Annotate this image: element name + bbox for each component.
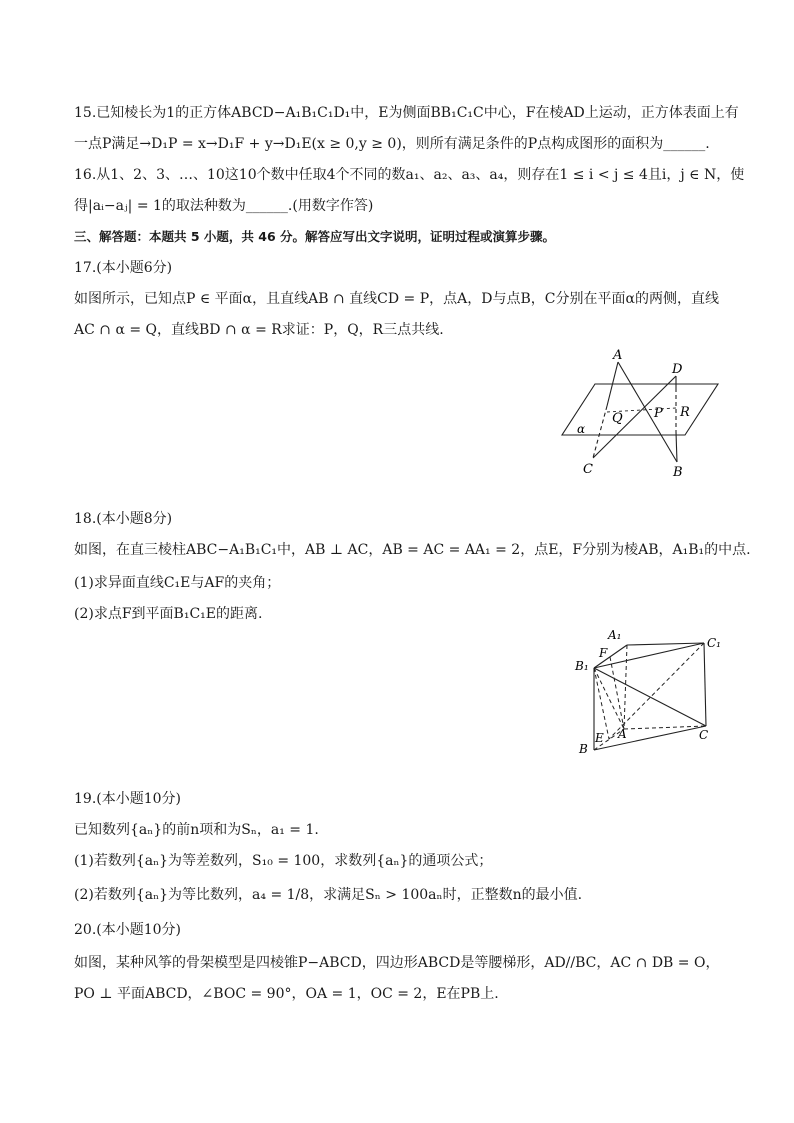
q18-part2: (2)求点F到平面B₁C₁E的距离.	[74, 606, 263, 622]
q17-line1: 如图所示，已知点P ∈ 平面α，且直线AB ∩ 直线CD = P，点A，D与点B，C分别在平面α的两侧，直线	[74, 291, 719, 307]
label-R: R	[680, 405, 690, 420]
label-B1: B₁	[575, 659, 589, 673]
q16-line1: 16.从1、2、3、…、10这10个数中任取4个不同的数a₁、a₂、a₃、a₄，则存在1 ≤ i < j ≤ 4且i，j ∈ N，使	[74, 167, 745, 183]
label-C1: C₁	[707, 636, 721, 650]
label-F: F	[599, 646, 608, 660]
q20-header: 20.(本小题10分)	[74, 922, 182, 938]
q18-part1: (1)求异面直线C₁E与AF的夹角；	[74, 575, 281, 591]
label-C: C	[583, 462, 593, 477]
label-Q: Q	[612, 411, 623, 426]
q19-header: 19.(本小题10分)	[74, 791, 182, 807]
label-D: D	[672, 362, 683, 377]
label-B: B	[673, 465, 683, 480]
q17-figure	[560, 340, 730, 485]
label-C: C	[699, 728, 709, 742]
q20-line1: 如图，某种风筝的骨架模型是四棱锥P−ABCD，四边形ABCD是等腰梯形，AD//BC，AC ∩ DB = O，	[74, 955, 720, 971]
section-header: 三、解答题：本题共 5 小题，共 46 分。解答应写出文字说明，证明过程或演算步骤。	[74, 229, 556, 244]
label-P: P	[654, 406, 663, 421]
q15-line1: 15.已知棱长为1的正方体ABCD−A₁B₁C₁D₁中，E为侧面BB₁C₁C中心，F在棱AD上运动，正方体表面上有	[74, 105, 739, 121]
label-A1: A₁	[608, 628, 622, 642]
label-E: E	[595, 731, 604, 745]
q19-part1: (1)若数列{aₙ}为等差数列，S₁₀ = 100，求数列{aₙ}的通项公式；	[74, 853, 493, 869]
q19-part2: (2)若数列{aₙ}为等比数列，a₄ = 1/8，求满足Sₙ > 100aₙ时，正整数n的最小值.	[74, 887, 583, 903]
q20-line2: PO ⊥ 平面ABCD，∠BOC = 90°，OA = 1，OC = 2，E在PB上.	[74, 986, 499, 1002]
q16-line2: 得|aᵢ−aⱼ| = 1的取法种数为______.(用数字作答)	[74, 198, 374, 214]
label-A: A	[618, 727, 627, 741]
label-A: A	[613, 348, 623, 363]
q17-line2: AC ∩ α = Q，直线BD ∩ α = R求证：P，Q，R三点共线.	[74, 322, 444, 338]
q17-header: 17.(本小题6分)	[74, 260, 173, 276]
label-alpha: α	[577, 422, 586, 436]
q15-line2: 一点P满足→D₁P = x→D₁F + y→D₁E(x ≥ 0,y ≥ 0)，则所有满足条件的P点构成图形的面积为______.	[74, 136, 710, 152]
q18-figure	[570, 625, 730, 760]
q19-line1: 已知数列{aₙ}的前n项和为Sₙ，a₁ = 1.	[74, 822, 319, 838]
q18-header: 18.(本小题8分)	[74, 511, 173, 527]
q18-line1: 如图，在直三棱柱ABC−A₁B₁C₁中，AB ⊥ AC，AB = AC = AA₁ = 2，点E，F分别为棱AB，A₁B₁的中点.	[74, 542, 751, 558]
plane-alpha	[562, 384, 718, 435]
label-B: B	[579, 742, 588, 756]
